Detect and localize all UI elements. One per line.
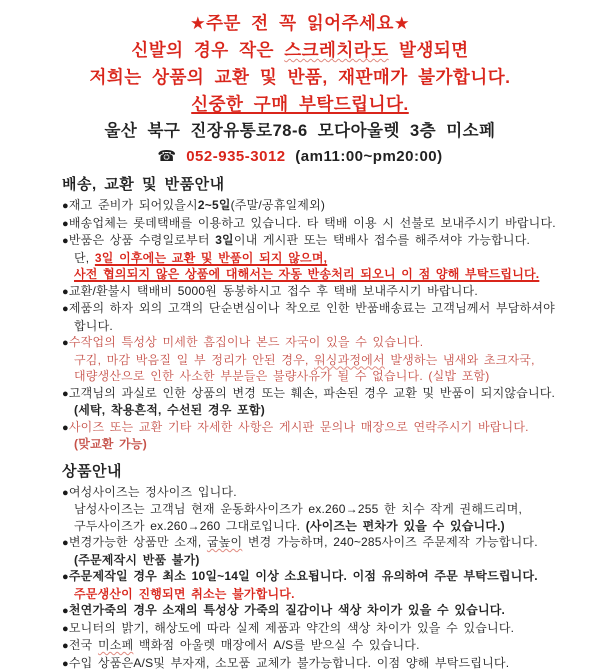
text-segment: 10일~14일 bbox=[192, 569, 250, 583]
text-segment: 3일 bbox=[215, 233, 234, 247]
text-segment: (주문제작시 반품 불가) bbox=[74, 553, 200, 567]
bullet-icon: ● bbox=[62, 235, 69, 247]
text-segment: 굽높이 bbox=[207, 535, 242, 549]
text-segment: 교환/환불시 택배비 5000원 동봉하시고 접수 후 택배 보내주시기 바랍니다. bbox=[69, 284, 478, 298]
notice-line bbox=[62, 368, 580, 385]
notice-line bbox=[62, 568, 580, 586]
phone-icon: ☎ bbox=[157, 148, 186, 165]
section-title: 상품안내 bbox=[62, 462, 580, 482]
text-segment: 구김, 마감 박음질 일 부 정리가 안된 경우, bbox=[74, 353, 314, 367]
phone-number: 052-935-3012 bbox=[186, 148, 285, 165]
text-segment: 단, bbox=[74, 251, 95, 265]
text-segment: 수입 상품은A/S및 부자재, 소모품 교체가 불가능합니다. 이점 양해 부탁드립니다. bbox=[69, 656, 509, 670]
notice-line bbox=[62, 232, 580, 250]
notice-line bbox=[62, 552, 580, 569]
section-1 bbox=[62, 462, 580, 672]
text-segment: 백화점 아울렛 매장에서 A/S를 받으실 수 있습니다. bbox=[133, 638, 419, 652]
text-segment: 합니다. bbox=[74, 319, 113, 333]
text-segment: 2~5일 bbox=[198, 198, 231, 212]
notice-line bbox=[62, 300, 580, 318]
bullet-icon: ● bbox=[62, 303, 69, 315]
notice-line bbox=[62, 501, 580, 518]
notice-line bbox=[62, 250, 580, 267]
notice-line bbox=[62, 419, 580, 437]
text-segment: (사이즈는 편차가 있을 수 있습니다.) bbox=[306, 519, 505, 533]
bullet-icon: ● bbox=[62, 658, 69, 670]
text-segment: 남성사이즈는 고객님 현재 운동화사이즈가 ex.260→255 한 치수 작게 권해드리며, bbox=[74, 502, 522, 516]
business-hours: (am11:00~pm20:00) bbox=[286, 148, 443, 165]
text-segment: (주말/공휴일제외) bbox=[231, 198, 325, 212]
bullet-icon: ● bbox=[62, 422, 69, 434]
notice-header bbox=[0, 0, 600, 169]
bullet-icon: ● bbox=[62, 337, 69, 349]
text-segment: (맞교환 가능) bbox=[74, 437, 147, 451]
text-segment: ★주문 전 꼭 읽어주세요★ bbox=[190, 13, 410, 33]
text-segment: 반품은 상품 수령일로부터 bbox=[69, 233, 215, 247]
notice-line bbox=[62, 318, 580, 335]
notice-line bbox=[62, 283, 580, 301]
bullet-icon: ● bbox=[62, 605, 69, 617]
text-segment: 구두사이즈가 ex.260→260 그대로입니다. bbox=[74, 519, 306, 533]
bullet-icon: ● bbox=[62, 623, 69, 635]
text-segment: 모니터의 밝기, 해상도에 따라 실제 제품과 약간의 색상 차이가 있을 수 있습니다. bbox=[69, 621, 514, 635]
section-body bbox=[62, 484, 580, 672]
notice-line bbox=[62, 385, 580, 403]
bullet-icon: ● bbox=[62, 487, 69, 499]
header-line bbox=[0, 118, 600, 144]
text-segment: 전국 bbox=[69, 638, 98, 652]
text-segment: 사전 협의되지 않은 상품에 대해서는 자동 반송처리 되오니 이 점 양해 부탁드립니다. bbox=[74, 267, 539, 281]
text-segment: 스크레치라도 bbox=[284, 40, 388, 60]
text-segment: 워싱과정에서 bbox=[314, 353, 385, 367]
bullet-icon: ● bbox=[62, 537, 69, 549]
notice-line bbox=[62, 602, 580, 620]
text-segment: 이내 게시판 또는 택배사 접수를 해주셔야 가능합니다. bbox=[234, 233, 530, 247]
header-line bbox=[0, 64, 600, 91]
bullet-icon: ● bbox=[62, 286, 69, 298]
text-segment: 주문생산이 진행되면 취소는 불가합니다. bbox=[74, 587, 295, 601]
notice-line bbox=[62, 215, 580, 233]
notice-line bbox=[62, 534, 580, 552]
text-segment: 배송업체는 롯데택배를 이용하고 있습니다. 타 택배 이용 시 선불로 보내주시기 바랍니다. bbox=[69, 216, 556, 230]
text-segment: 변경가능한 상품만 소재, bbox=[69, 535, 207, 549]
text-segment: 변경 가능하며, 240~285사이즈 주문제작 가능합니다. bbox=[242, 535, 537, 549]
notice-line bbox=[62, 620, 580, 638]
text-segment: 저희는 상품의 교환 및 반품, 재판매가 불가합니다. bbox=[90, 67, 511, 87]
text-segment: 신중한 구매 부탁드립니다. bbox=[191, 94, 409, 114]
notice-line bbox=[62, 436, 580, 453]
notice-line bbox=[62, 637, 580, 655]
text-segment: 재고 준비가 되어있을시 bbox=[69, 198, 198, 212]
text-segment: 3일 이후에는 교환 및 반품이 되지 않으며, bbox=[95, 251, 327, 265]
section-body bbox=[62, 197, 580, 453]
text-segment: 고객님의 과실로 인한 상품의 변경 또는 훼손, 파손된 경우 교환 및 반품이 되지않습니다. bbox=[69, 386, 555, 400]
text-segment: 주문제작일 경우 최소 bbox=[69, 569, 192, 583]
notice-line bbox=[62, 334, 580, 352]
notice-line bbox=[62, 402, 580, 419]
sections bbox=[0, 175, 600, 672]
text-segment: 발생하는 냄새와 초크자국, bbox=[385, 353, 535, 367]
text-segment: (세탁, 착용흔적, 수선된 경우 포함) bbox=[74, 403, 265, 417]
notice-line bbox=[62, 586, 580, 603]
header-line bbox=[0, 91, 600, 118]
notice-line bbox=[62, 352, 580, 369]
text-segment: 여성사이즈는 정사이즈 입니다. bbox=[69, 485, 237, 499]
bullet-icon: ● bbox=[62, 200, 69, 212]
header-line bbox=[0, 144, 600, 169]
text-segment: 발생되면 bbox=[389, 40, 469, 60]
notice-line bbox=[62, 518, 580, 535]
bullet-icon: ● bbox=[62, 218, 69, 230]
notice-line bbox=[62, 266, 580, 283]
bullet-icon: ● bbox=[62, 640, 69, 652]
section-0 bbox=[62, 175, 580, 453]
section-title: 배송, 교환 및 반품안내 bbox=[62, 175, 580, 195]
bullet-icon: ● bbox=[62, 388, 69, 400]
text-segment: 천연가죽의 경우 소재의 특성상 가죽의 질감이나 색상 차이가 있을 수 있습니다. bbox=[69, 603, 505, 617]
text-segment: 울산 북구 진장유통로78-6 모다아울렛 3층 미소페 bbox=[104, 122, 495, 140]
header-line bbox=[0, 10, 600, 37]
notice-line bbox=[62, 484, 580, 502]
text-segment: 미소페 bbox=[98, 638, 133, 652]
text-segment: 제품의 하자 외의 고객의 단순변심이나 착오로 인한 반품배송료는 고객님께서 부담하셔야 bbox=[69, 301, 555, 315]
text-segment: 이상 소요됩니다. 이점 유의하여 주문 부탁드립니다. bbox=[250, 569, 538, 583]
text-segment: 신발의 경우 작은 bbox=[131, 40, 284, 60]
notice-line bbox=[62, 197, 580, 215]
text-segment: 대량생산으로 인한 사소한 부분들은 불량사유가 될 수 없습니다. (실밥 포함) bbox=[74, 369, 490, 383]
text-segment: 사이즈 또는 교환 기타 자세한 사항은 게시판 문의나 매장으로 연락주시기 바랍니다. bbox=[69, 420, 529, 434]
notice-line bbox=[62, 655, 580, 672]
text-segment: 수작업의 특성상 미세한 흠집이나 본드 자국이 있을 수 있습니다. bbox=[69, 335, 423, 349]
bullet-icon: ● bbox=[62, 571, 69, 583]
header-line bbox=[0, 37, 600, 64]
